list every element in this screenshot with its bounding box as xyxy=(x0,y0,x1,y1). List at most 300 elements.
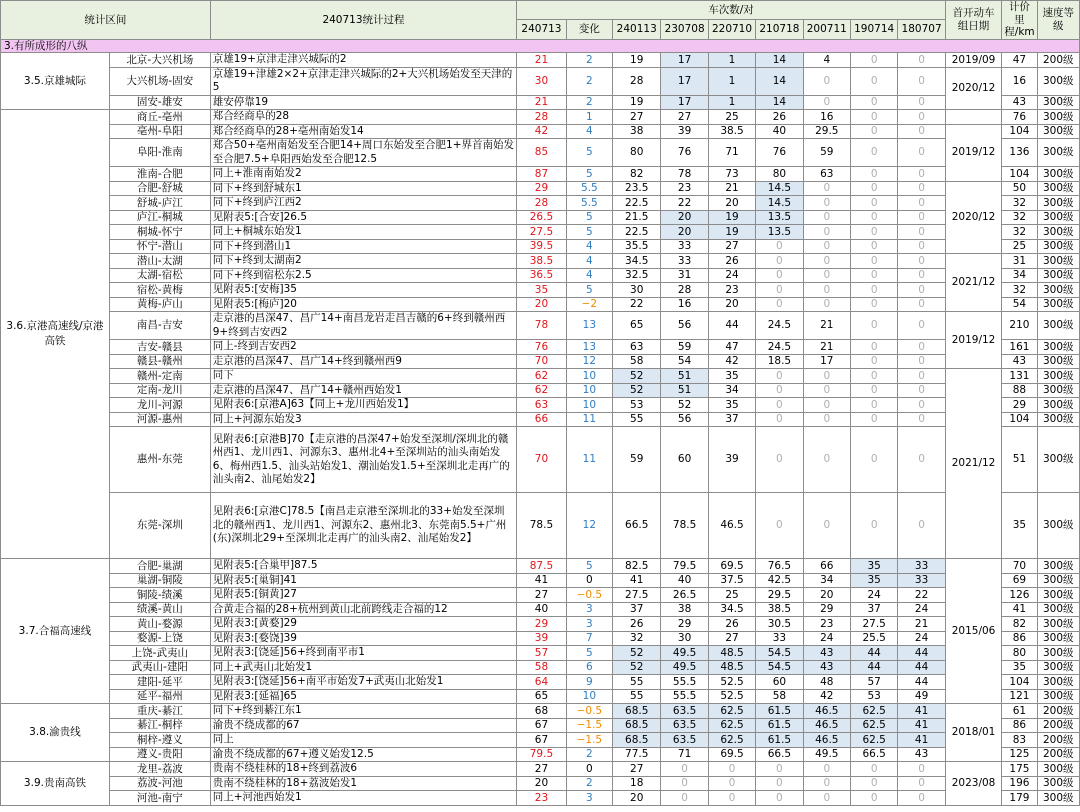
table-row xyxy=(1,573,1080,588)
count-230708: 55.5 xyxy=(661,689,708,704)
count-230708: 28 xyxy=(661,283,708,298)
segment-name: 婺源-上饶 xyxy=(109,631,210,646)
count-190714: 0 xyxy=(850,53,897,68)
speed-level: 300级 xyxy=(1037,412,1079,427)
count-240713: 21 xyxy=(517,53,566,68)
count-220710: 35 xyxy=(708,398,755,413)
count-240113: 41 xyxy=(613,573,661,588)
count-190714: 0 xyxy=(850,95,897,110)
count-change: 4 xyxy=(566,239,612,254)
segment-name: 惠州-东莞 xyxy=(109,427,210,493)
count-240113: 22.5 xyxy=(613,225,661,240)
process-text: 渝贵不绕成都的67+遵义始发12.5 xyxy=(210,747,517,762)
speed-level: 300级 xyxy=(1037,493,1079,559)
group-name: 3.8.渝贵线 xyxy=(1,704,110,762)
count-200711: 0 xyxy=(803,427,850,493)
segment-name: 东莞-深圳 xyxy=(109,493,210,559)
count-220710: 73 xyxy=(708,167,755,182)
count-240713: 29 xyxy=(517,617,566,632)
count-change: 2 xyxy=(566,776,612,791)
count-230708: 27 xyxy=(661,110,708,125)
count-210718: 14.5 xyxy=(756,196,803,211)
count-change: 12 xyxy=(566,493,612,559)
count-180707: 44 xyxy=(898,675,945,690)
count-190714: 0 xyxy=(850,110,897,125)
count-change: −0.5 xyxy=(566,704,612,719)
segment-name: 遵义-贵阳 xyxy=(109,747,210,762)
count-240713: 36.5 xyxy=(517,268,566,283)
speed-level: 300级 xyxy=(1037,383,1079,398)
count-180707: 44 xyxy=(898,660,945,675)
count-230708: 55.5 xyxy=(661,675,708,690)
count-180707: 0 xyxy=(898,181,945,196)
count-change: 11 xyxy=(566,412,612,427)
count-change: 1 xyxy=(566,110,612,125)
price-mileage: 41 xyxy=(1002,602,1037,617)
count-240713: 20 xyxy=(517,776,566,791)
count-230708: 76 xyxy=(661,139,708,167)
table-row xyxy=(1,124,1080,139)
segment-name: 淮南-合肥 xyxy=(109,167,210,182)
header-date-240113: 240113 xyxy=(613,20,661,39)
segment-name: 武夷山-建阳 xyxy=(109,660,210,675)
table-row xyxy=(1,297,1080,312)
count-200711: 46.5 xyxy=(803,704,850,719)
count-240113: 22 xyxy=(613,297,661,312)
count-240113: 65 xyxy=(613,312,661,340)
process-text: 郑合经商阜的28+亳州南始发14 xyxy=(210,124,517,139)
count-220710: 37.5 xyxy=(708,573,755,588)
segment-name: 河源-惠州 xyxy=(109,412,210,427)
count-230708: 60 xyxy=(661,427,708,493)
count-190714: 0 xyxy=(850,268,897,283)
count-240113: 77.5 xyxy=(613,747,661,762)
count-240713: 68 xyxy=(517,704,566,719)
table-row xyxy=(1,268,1080,283)
process-text: 贵南不绕桂林的18+终到荔波6 xyxy=(210,762,517,777)
count-200711: 0 xyxy=(803,791,850,806)
count-240713: 65 xyxy=(517,689,566,704)
count-230708: 0 xyxy=(661,762,708,777)
count-240713: 66 xyxy=(517,412,566,427)
count-220710: 26 xyxy=(708,254,755,269)
speed-level: 200级 xyxy=(1037,747,1079,762)
count-210718: 76.5 xyxy=(756,559,803,574)
count-230708: 78.5 xyxy=(661,493,708,559)
count-240113: 58 xyxy=(613,354,661,369)
count-230708: 0 xyxy=(661,776,708,791)
count-190714: 0 xyxy=(850,225,897,240)
count-230708: 56 xyxy=(661,312,708,340)
count-210718: 0 xyxy=(756,268,803,283)
table-row xyxy=(1,646,1080,661)
count-240713: 28 xyxy=(517,110,566,125)
count-change: −2 xyxy=(566,297,612,312)
count-200711: 29 xyxy=(803,602,850,617)
speed-level: 300级 xyxy=(1037,181,1079,196)
price-mileage: 70 xyxy=(1002,559,1037,574)
segment-name: 合肥-巢湖 xyxy=(109,559,210,574)
count-230708: 78 xyxy=(661,167,708,182)
count-change: 3 xyxy=(566,617,612,632)
count-220710: 34.5 xyxy=(708,602,755,617)
process-text: 合黄走合福的28+杭州到黄山北前跨线走合福的12 xyxy=(210,602,517,617)
count-230708: 0 xyxy=(661,791,708,806)
count-220710: 0 xyxy=(708,762,755,777)
process-text: 走京港的昌深47、昌广14+赣州西始发1 xyxy=(210,383,517,398)
table-row xyxy=(1,254,1080,269)
process-text: 见附表5:[合巢甲]87.5 xyxy=(210,559,517,574)
speed-level: 200级 xyxy=(1037,733,1079,748)
segment-name: 綦江-桐梓 xyxy=(109,718,210,733)
process-text: 同下+终到庐江西2 xyxy=(210,196,517,211)
count-190714: 0 xyxy=(850,283,897,298)
count-240713: 35 xyxy=(517,283,566,298)
count-200711: 46.5 xyxy=(803,718,850,733)
price-mileage: 43 xyxy=(1002,95,1037,110)
count-200711: 0 xyxy=(803,67,850,95)
count-220710: 1 xyxy=(708,95,755,110)
table-row xyxy=(1,95,1080,110)
count-220710: 20 xyxy=(708,196,755,211)
count-210718: 0 xyxy=(756,412,803,427)
table-row xyxy=(1,747,1080,762)
count-200711: 66 xyxy=(803,559,850,574)
count-180707: 33 xyxy=(898,573,945,588)
count-200711: 29.5 xyxy=(803,124,850,139)
count-190714: 0 xyxy=(850,239,897,254)
table-row xyxy=(1,383,1080,398)
header-price-mileage: 计价里程/km xyxy=(1002,1,1037,40)
count-220710: 37 xyxy=(708,412,755,427)
price-mileage: 32 xyxy=(1002,283,1037,298)
segment-name: 上饶-武夷山 xyxy=(109,646,210,661)
price-mileage: 80 xyxy=(1002,646,1037,661)
count-190714: 0 xyxy=(850,312,897,340)
count-190714: 0 xyxy=(850,791,897,806)
count-200711: 46.5 xyxy=(803,733,850,748)
count-change: 5 xyxy=(566,283,612,298)
count-210718: 0 xyxy=(756,297,803,312)
count-200711: 63 xyxy=(803,167,850,182)
price-mileage: 31 xyxy=(1002,254,1037,269)
segment-name: 巢湖-铜陵 xyxy=(109,573,210,588)
count-200711: 49.5 xyxy=(803,747,850,762)
count-230708: 29 xyxy=(661,617,708,632)
count-180707: 0 xyxy=(898,167,945,182)
count-190714: 35 xyxy=(850,559,897,574)
count-180707: 49 xyxy=(898,689,945,704)
count-240713: 67 xyxy=(517,718,566,733)
count-210718: 13.5 xyxy=(756,225,803,240)
table-row xyxy=(1,312,1080,340)
speed-level: 300级 xyxy=(1037,225,1079,240)
count-210718: 0 xyxy=(756,383,803,398)
count-240113: 53 xyxy=(613,398,661,413)
count-220710: 23 xyxy=(708,283,755,298)
count-230708: 52 xyxy=(661,398,708,413)
count-240113: 37 xyxy=(613,602,661,617)
price-mileage: 32 xyxy=(1002,196,1037,211)
count-180707: 0 xyxy=(898,340,945,355)
count-190714: 0 xyxy=(850,427,897,493)
count-190714: 57 xyxy=(850,675,897,690)
count-240713: 70 xyxy=(517,354,566,369)
count-240713: 63 xyxy=(517,398,566,413)
price-mileage: 76 xyxy=(1002,110,1037,125)
count-240713: 26.5 xyxy=(517,210,566,225)
count-230708: 30 xyxy=(661,631,708,646)
count-220710: 46.5 xyxy=(708,493,755,559)
count-240713: 23 xyxy=(517,791,566,806)
count-change: 5 xyxy=(566,210,612,225)
count-230708: 56 xyxy=(661,412,708,427)
count-240713: 28 xyxy=(517,196,566,211)
price-mileage: 210 xyxy=(1002,312,1037,340)
count-change: 2 xyxy=(566,747,612,762)
table-row xyxy=(1,733,1080,748)
table-row xyxy=(1,398,1080,413)
count-240113: 52 xyxy=(613,660,661,675)
segment-name: 黄梅-庐山 xyxy=(109,297,210,312)
count-210718: 0 xyxy=(756,776,803,791)
open-date: 2023/08 xyxy=(945,762,1001,806)
count-change: 10 xyxy=(566,398,612,413)
count-240113: 52 xyxy=(613,383,661,398)
count-190714: 0 xyxy=(850,67,897,95)
count-180707: 0 xyxy=(898,297,945,312)
header-segment: 统计区间 xyxy=(1,1,211,40)
price-mileage: 196 xyxy=(1002,776,1037,791)
count-240113: 22.5 xyxy=(613,196,661,211)
speed-level: 300级 xyxy=(1037,762,1079,777)
table-row xyxy=(1,167,1080,182)
speed-level: 300级 xyxy=(1037,340,1079,355)
process-text: 见附表5:[巢铜]41 xyxy=(210,573,517,588)
count-240713: 42 xyxy=(517,124,566,139)
process-text: 同下+终到宿松东2.5 xyxy=(210,268,517,283)
count-180707: 0 xyxy=(898,210,945,225)
count-200711: 20 xyxy=(803,588,850,603)
count-230708: 39 xyxy=(661,124,708,139)
open-date: 2019/12 xyxy=(945,124,1001,181)
count-change: 10 xyxy=(566,383,612,398)
table-row xyxy=(1,559,1080,574)
header-240713: 240713 xyxy=(517,20,566,39)
count-240713: 27 xyxy=(517,588,566,603)
count-change: 5 xyxy=(566,139,612,167)
speed-level: 300级 xyxy=(1037,398,1079,413)
table-row xyxy=(1,675,1080,690)
count-200711: 0 xyxy=(803,493,850,559)
count-240113: 52 xyxy=(613,369,661,384)
count-240113: 26 xyxy=(613,617,661,632)
count-210718: 24.5 xyxy=(756,340,803,355)
count-240113: 55 xyxy=(613,689,661,704)
speed-level: 300级 xyxy=(1037,167,1079,182)
count-230708: 49.5 xyxy=(661,646,708,661)
price-mileage: 86 xyxy=(1002,631,1037,646)
price-mileage: 43 xyxy=(1002,354,1037,369)
speed-level: 300级 xyxy=(1037,369,1079,384)
count-change: 5 xyxy=(566,646,612,661)
segment-name: 吉安-赣县 xyxy=(109,340,210,355)
count-220710: 1 xyxy=(708,53,755,68)
segment-name: 大兴机场-固安 xyxy=(109,67,210,95)
open-date: 2018/01 xyxy=(945,704,1001,762)
table-row xyxy=(1,776,1080,791)
count-240713: 39.5 xyxy=(517,239,566,254)
count-210718: 24.5 xyxy=(756,312,803,340)
process-text: 同下+终到太湖南2 xyxy=(210,254,517,269)
process-text: 见附表3:[婺饶]39 xyxy=(210,631,517,646)
speed-level: 300级 xyxy=(1037,124,1079,139)
count-180707: 0 xyxy=(898,398,945,413)
count-240713: 41 xyxy=(517,573,566,588)
table-row xyxy=(1,110,1080,125)
count-200711: 0 xyxy=(803,95,850,110)
table-row xyxy=(1,210,1080,225)
count-200711: 0 xyxy=(803,383,850,398)
count-230708: 20 xyxy=(661,210,708,225)
count-180707: 0 xyxy=(898,124,945,139)
count-180707: 22 xyxy=(898,588,945,603)
section-title: 3.有所成形的八纵 xyxy=(1,39,1080,53)
count-240713: 62 xyxy=(517,369,566,384)
speed-level: 300级 xyxy=(1037,791,1079,806)
process-text: 郑合50+亳州南始发至合肥14+周口东始发至合肥1+界首南始发至合肥7.5+阜阳西始发至合肥12.5 xyxy=(210,139,517,167)
count-220710: 62.5 xyxy=(708,704,755,719)
speed-level: 300级 xyxy=(1037,631,1079,646)
count-200711: 0 xyxy=(803,254,850,269)
process-text: 同上 xyxy=(210,733,517,748)
count-180707: 0 xyxy=(898,53,945,68)
count-change: 4 xyxy=(566,268,612,283)
count-180707: 0 xyxy=(898,110,945,125)
process-text: 雄安停靠19 xyxy=(210,95,517,110)
count-change: 2 xyxy=(566,95,612,110)
count-190714: 0 xyxy=(850,398,897,413)
speed-level: 300级 xyxy=(1037,776,1079,791)
count-220710: 69.5 xyxy=(708,559,755,574)
count-220710: 34 xyxy=(708,383,755,398)
process-text: 京雄19+京津走津兴城际的2 xyxy=(210,53,517,68)
count-200711: 24 xyxy=(803,631,850,646)
speed-level: 300级 xyxy=(1037,617,1079,632)
count-180707: 0 xyxy=(898,493,945,559)
count-220710: 35 xyxy=(708,369,755,384)
segment-name: 合肥-舒城 xyxy=(109,181,210,196)
count-220710: 52.5 xyxy=(708,675,755,690)
table-row xyxy=(1,283,1080,298)
price-mileage: 83 xyxy=(1002,733,1037,748)
count-220710: 20 xyxy=(708,297,755,312)
open-date: 2020/12 xyxy=(945,181,1001,254)
count-220710: 38.5 xyxy=(708,124,755,139)
speed-level: 300级 xyxy=(1037,602,1079,617)
header-date-220710: 220710 xyxy=(708,20,755,39)
count-change: 13 xyxy=(566,312,612,340)
count-change: 5 xyxy=(566,559,612,574)
count-180707: 0 xyxy=(898,254,945,269)
count-240713: 78.5 xyxy=(517,493,566,559)
speed-level: 300级 xyxy=(1037,312,1079,340)
speed-level: 300级 xyxy=(1037,95,1079,110)
count-220710: 62.5 xyxy=(708,733,755,748)
process-text: 同下+终到舒城东1 xyxy=(210,181,517,196)
header-counts: 车次数/对 xyxy=(517,1,946,20)
count-190714: 0 xyxy=(850,354,897,369)
table-row xyxy=(1,239,1080,254)
count-220710: 19 xyxy=(708,210,755,225)
count-240713: 30 xyxy=(517,67,566,95)
count-220710: 0 xyxy=(708,791,755,806)
speed-level: 300级 xyxy=(1037,268,1079,283)
price-mileage: 16 xyxy=(1002,67,1037,95)
count-190714: 0 xyxy=(850,762,897,777)
price-mileage: 61 xyxy=(1002,704,1037,719)
process-text: 见附表5:[合安]26.5 xyxy=(210,210,517,225)
table-row xyxy=(1,660,1080,675)
count-change: −1.5 xyxy=(566,733,612,748)
count-180707: 0 xyxy=(898,369,945,384)
count-230708: 33 xyxy=(661,239,708,254)
open-date xyxy=(945,110,1001,125)
process-text: 渝贵不绕成都的67 xyxy=(210,718,517,733)
count-200711: 16 xyxy=(803,110,850,125)
count-190714: 0 xyxy=(850,493,897,559)
header-date-200711: 200711 xyxy=(803,20,850,39)
count-200711: 0 xyxy=(803,225,850,240)
count-230708: 63.5 xyxy=(661,704,708,719)
price-mileage: 104 xyxy=(1002,124,1037,139)
count-240113: 28 xyxy=(613,67,661,95)
count-230708: 20 xyxy=(661,225,708,240)
count-240713: 39 xyxy=(517,631,566,646)
table-row xyxy=(1,181,1080,196)
header-change: 变化 xyxy=(566,20,612,39)
count-220710: 48.5 xyxy=(708,646,755,661)
table-row xyxy=(1,196,1080,211)
segment-name: 建阳-延平 xyxy=(109,675,210,690)
count-180707: 24 xyxy=(898,602,945,617)
table-row xyxy=(1,588,1080,603)
price-mileage: 25 xyxy=(1002,239,1037,254)
process-text: 同上+桐城东始发1 xyxy=(210,225,517,240)
count-220710: 0 xyxy=(708,776,755,791)
segment-name: 荔波-河池 xyxy=(109,776,210,791)
count-180707: 0 xyxy=(898,312,945,340)
count-change: 2 xyxy=(566,67,612,95)
count-180707: 41 xyxy=(898,704,945,719)
table-row xyxy=(1,493,1080,559)
count-180707: 0 xyxy=(898,283,945,298)
count-change: 0 xyxy=(566,762,612,777)
table-row xyxy=(1,369,1080,384)
count-change: 4 xyxy=(566,254,612,269)
count-210718: 80 xyxy=(756,167,803,182)
count-240713: 58 xyxy=(517,660,566,675)
count-210718: 60 xyxy=(756,675,803,690)
header-date-190714: 190714 xyxy=(850,20,897,39)
segment-name: 潜山-太湖 xyxy=(109,254,210,269)
count-240713: 27.5 xyxy=(517,225,566,240)
group-name: 3.6.京港高速线/京港高铁 xyxy=(1,110,110,559)
count-190714: 62.5 xyxy=(850,733,897,748)
count-230708: 17 xyxy=(661,53,708,68)
count-180707: 0 xyxy=(898,95,945,110)
count-change: −1.5 xyxy=(566,718,612,733)
